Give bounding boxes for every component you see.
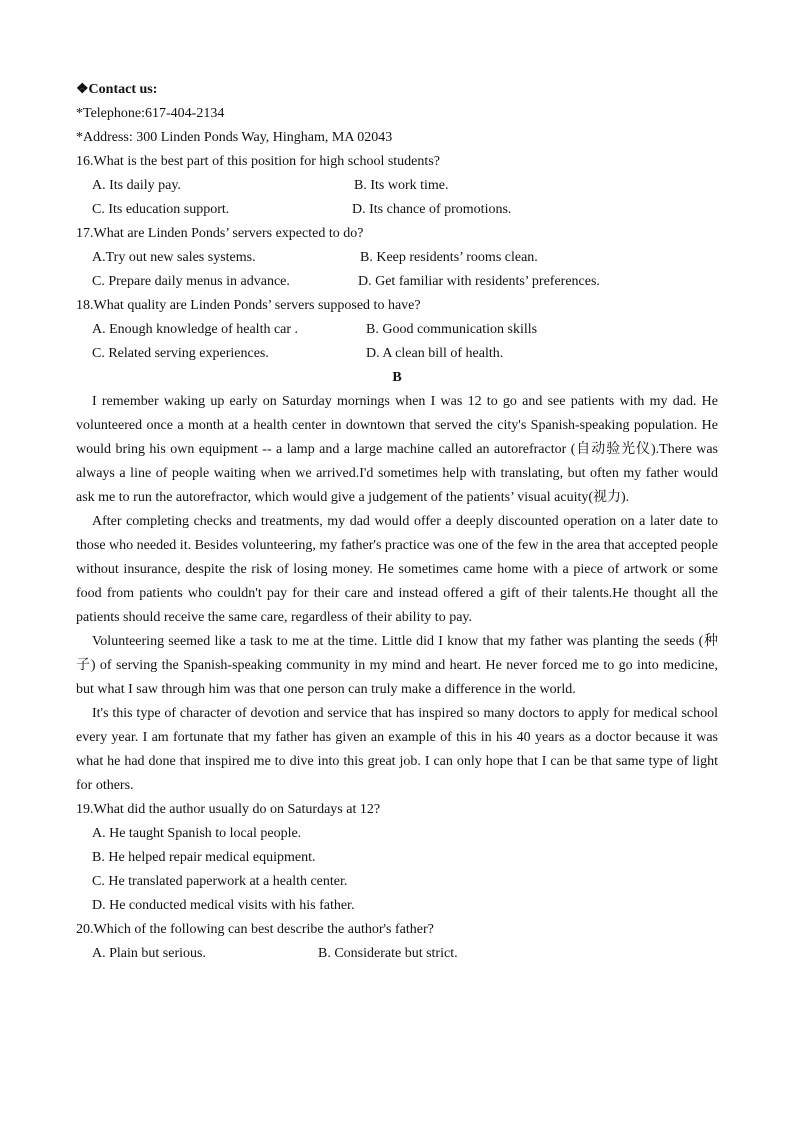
- q16-option-a: A. Its daily pay.: [92, 178, 181, 193]
- passage-paragraph-2: After completing checks and treatments, my dad would offer a deeply discounted operation on a later date to those who needed it. Besides volunteering, my father's practice was one of the few in the area that accepted people without insurance, despite the risk of losing money. He sometimes came home with a piece of artwork or some food from patients who couldn't pay for their care and instead offered a gift of their talents.He thought all the patients should receive the same care, regardless of their ability to pay.: [76, 514, 718, 625]
- q16-options-row-2: [76, 198, 718, 222]
- q18-option-b: B. Good communication skills: [366, 322, 538, 337]
- question-16: 16.What is the best part of this position for high school students?: [76, 154, 440, 169]
- q16-options-row-1: [76, 174, 718, 198]
- q16-option-b: B. Its work time.: [354, 178, 449, 193]
- q17-option-d: D. Get familiar with residents’ preferences.: [358, 274, 600, 289]
- q20-option-b: B. Considerate but strict.: [318, 946, 458, 961]
- q18-options-row-2: [76, 342, 718, 366]
- q19-option-c: C. He translated paperwork at a health center.: [92, 874, 348, 889]
- passage-paragraph-4: It's this type of character of devotion and service that has inspired so many doctors to apply for medical school every year. I am fortunate that my father has given an example of this in his 40 years as a doctor because it was what he had done that inspired me to dive into this great job. I can only hope that I can be that same type of light for others.: [76, 706, 718, 793]
- q17-option-a: A.Try out new sales systems.: [92, 250, 256, 265]
- q20-options-row-1: [76, 942, 718, 966]
- q17-options-row-1: [76, 246, 718, 270]
- q19-option-a: A. He taught Spanish to local people.: [92, 826, 302, 841]
- question-20: 20.Which of the following can best describe the author's father?: [76, 922, 434, 937]
- q18-option-c: C. Related serving experiences.: [92, 346, 269, 361]
- page-content: [76, 78, 718, 966]
- q18-option-d: D. A clean bill of health.: [366, 346, 504, 361]
- q16-option-c: C. Its education support.: [92, 202, 230, 217]
- q17-options-row-2: [76, 270, 718, 294]
- q18-options-row-1: [76, 318, 718, 342]
- contact-telephone: *Telephone:617-404-2134: [76, 106, 225, 121]
- contact-address: *Address: 300 Linden Ponds Way, Hingham, MA 02043: [76, 130, 393, 145]
- question-18: 18.What quality are Linden Ponds’ servers supposed to have?: [76, 298, 421, 313]
- contact-heading: ❖Contact us:: [76, 82, 158, 97]
- passage-paragraph-3: Volunteering seemed like a task to me at the time. Little did I know that my father was planting the seeds (种子) of serving the Spanish-speaking community in my mind and heart. He never forced me to go into medicine, but what I saw through him was that one person can truly make a difference in the world.: [76, 634, 718, 697]
- q19-option-b: B. He helped repair medical equipment.: [92, 850, 316, 865]
- section-b-heading: B: [392, 370, 402, 385]
- passage-paragraph-1: I remember waking up early on Saturday mornings when I was 12 to go and see patients with my dad. He volunteered once a month at a health center in downtown that served the city's Spanish-speaking population. He would bring his own equipment -- a lamp and a large machine called an autorefractor (自动验光仪).There was always a line of people waiting when we arrived.I'd sometimes help with translating, but often my father would ask me to run the autorefractor, which would give a judgement of the patients’ visual acuity(视力).: [76, 394, 718, 505]
- question-19: 19.What did the author usually do on Saturdays at 12?: [76, 802, 381, 817]
- q20-option-a: A. Plain but serious.: [92, 946, 206, 961]
- question-17: 17.What are Linden Ponds’ servers expected to do?: [76, 226, 364, 241]
- q16-option-d: D. Its chance of promotions.: [352, 202, 512, 217]
- q19-option-d: D. He conducted medical visits with his father.: [92, 898, 355, 913]
- q18-option-a: A. Enough knowledge of health car .: [92, 322, 299, 337]
- q17-option-c: C. Prepare daily menus in advance.: [92, 274, 290, 289]
- q17-option-b: B. Keep residents’ rooms clean.: [360, 250, 538, 265]
